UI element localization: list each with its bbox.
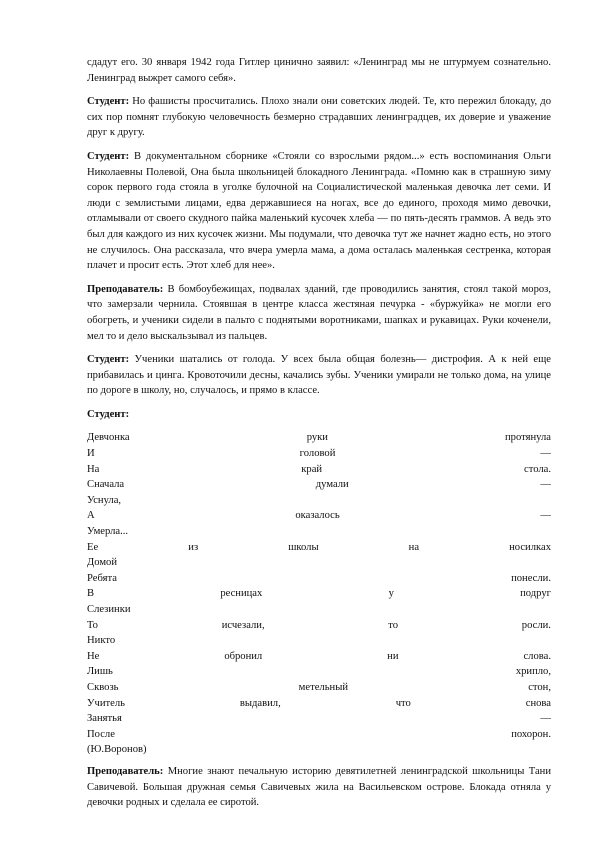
- poem-word: головой: [299, 448, 336, 460]
- poem-word: слова.: [523, 650, 551, 662]
- poem-word: стола.: [524, 463, 551, 475]
- poem-word: исчезали,: [221, 619, 265, 631]
- poem-word: понесли.: [511, 572, 551, 584]
- poem-word: Ребята: [87, 572, 117, 584]
- paragraph-text: Ученики шатались от голода. У всех была общая болезнь— дистрофия. А к ней еще прибавилась и цинга. Кровоточили десны, качались зубы. Ученики умирали не только дома, на улице по дороге в школу, но, случалось, и прямо в классе.: [87, 354, 551, 397]
- poem-word: —: [540, 479, 551, 491]
- poem-word: школы: [288, 541, 319, 553]
- poem-word: стон,: [528, 681, 551, 693]
- poem-word: выдавил,: [239, 697, 281, 709]
- paragraph-text: В бомбоубежищах, подвалах зданий, где проводились занятия, стоял такой мороз, что замерзали чернила. Стоявшая в центре класса жестяная печурка - «буржуйка» не могли его обогреть, и ученики сидели в пальто с поднятыми воротниками, шапках и рукавицах. Руки коченели, мел то и дело выскальзывал из пальцев.: [87, 283, 551, 342]
- poem-word: Уснула,: [87, 494, 122, 506]
- paragraph-text: сдадут его. 30 января 1942 года Гитлер цинично заявил: «Ленинград мы не штурмуем сознательно. Ленинград выжрет самого себя».: [87, 57, 551, 84]
- poem-word: (Ю.Воронов): [87, 744, 147, 756]
- speaker-label: Студент:: [87, 354, 130, 366]
- poem-speaker-label: Студент:: [87, 408, 130, 420]
- poem-word: протянула: [505, 432, 551, 444]
- paragraph-teacher-2: [87, 764, 551, 811]
- poem-word: —: [540, 448, 551, 460]
- poem-word: И: [87, 448, 95, 460]
- poem-word: Ее: [87, 541, 99, 553]
- poem-line: [87, 602, 551, 618]
- speaker-label: Преподаватель:: [87, 765, 164, 777]
- poem-line: [87, 493, 551, 509]
- paragraph-teacher-1: [87, 282, 551, 344]
- speaker-label: Студент:: [87, 96, 130, 108]
- poem-line: [87, 649, 551, 665]
- poem-line: [87, 696, 551, 712]
- speaker-label: Студент:: [87, 150, 130, 162]
- poem-word: —: [540, 713, 551, 725]
- poem-word: Девчонка: [87, 432, 130, 444]
- poem-line: [87, 727, 551, 743]
- poem-word: ресницах: [220, 588, 263, 600]
- poem-word: Учитель: [87, 697, 125, 709]
- paragraph-text: Но фашисты просчитались. Плохо знали они советских людей. Те, кто пережил блокаду, до сих пор помнят глубокую человечность безмерно страдавших ленинградцев, их доверие и уважение друг к другу.: [87, 96, 551, 139]
- poem-word: А: [87, 510, 95, 522]
- poem-word: Сначала: [87, 479, 125, 491]
- poem-line: [87, 477, 551, 493]
- poem-word: Никто: [87, 635, 116, 647]
- poem-line: [87, 462, 551, 478]
- poem-line: [87, 586, 551, 602]
- poem-line: [87, 524, 551, 540]
- paragraph-text: В документальном сборнике «Стояли со взрослыми рядом...» есть воспоминания Ольги Николаевны Полевой, Она была школьницей блокадного Ленинграда. «Помню как в страшную зиму сорок первого года стояла в уголке булочной на Социалистической маленькая девочка лет семи. И люди с землистыми лицами, едва державшиеся на ногах, все до единого, проходя мимо девочки, отламывали от своего скудного пайка маленький кусочек хлеба — по пять-десять граммов. А ведь это был для каждого из них кусочек жизни. Мы подумали, что девочка тут же начнет жадно есть, но этого не случилось. Она рассказала, что вчера умерла мама, а дома осталась маленькая сестренка, которая плачет и просит есть. Этот хлеб для нее».: [87, 150, 551, 272]
- poem-word: подруг: [520, 588, 551, 600]
- poem-word: —: [540, 510, 551, 522]
- poem-line: [87, 711, 551, 727]
- poem-word: Занятья: [87, 713, 122, 725]
- poem-word: После: [87, 728, 115, 740]
- poem-line: [87, 555, 551, 571]
- poem-word: руки: [306, 432, 328, 444]
- poem-line: [87, 540, 551, 556]
- poem-word: похорон.: [511, 728, 551, 740]
- poem-word: Не: [87, 650, 100, 662]
- poem-word: носилках: [509, 541, 551, 553]
- poem-word: То: [87, 619, 98, 631]
- poem-line: [87, 618, 551, 634]
- poem-word: то: [388, 619, 399, 631]
- poem-word: Лишь: [87, 666, 113, 678]
- speaker-label: Преподаватель:: [87, 283, 164, 295]
- poem-line: [87, 664, 551, 680]
- poem: [87, 430, 551, 757]
- poem-line: [87, 571, 551, 587]
- paragraph-intro: [87, 55, 551, 86]
- poem-word: В: [87, 588, 95, 600]
- poem-word: на: [408, 541, 420, 553]
- poem-word: Домой: [87, 557, 117, 569]
- poem-line: [87, 680, 551, 696]
- poem-word: метельный: [298, 681, 348, 693]
- poem-word: оказалось: [295, 510, 340, 522]
- poem-word: росли.: [521, 619, 551, 631]
- poem-line: [87, 430, 551, 446]
- poem-word: Слезинки: [87, 604, 131, 615]
- poem-word: Сквозь: [87, 681, 119, 693]
- paragraph-student-2: [87, 149, 551, 274]
- poem-word: снова: [525, 697, 551, 709]
- poem-line: [87, 742, 551, 758]
- poem-word: из: [188, 541, 199, 553]
- poem-word: хрипло,: [515, 666, 551, 678]
- poem-word: у: [388, 588, 394, 600]
- paragraph-student-1: [87, 94, 551, 141]
- poem-word: край: [301, 463, 323, 475]
- poem-word: На: [87, 463, 100, 475]
- paragraph-text: Многие знают печальную историю девятилетней ленинградской школьницы Тани Савичевой. Большая дружная семья Савичевых жила на Васильевском острове. Блокада отняла у девочки родных и сделала ее сиротой.: [87, 765, 551, 809]
- poem-line: [87, 446, 551, 462]
- poem-word: думали: [315, 479, 349, 491]
- poem-line: [87, 508, 551, 524]
- document-page: [87, 55, 551, 819]
- poem-line: [87, 633, 551, 649]
- paragraph-student-3: [87, 352, 551, 399]
- poem-word: обронил: [224, 650, 263, 662]
- poem-word: Умерла...: [87, 526, 129, 538]
- poem-word: ни: [387, 650, 399, 662]
- poem-word: что: [395, 697, 411, 709]
